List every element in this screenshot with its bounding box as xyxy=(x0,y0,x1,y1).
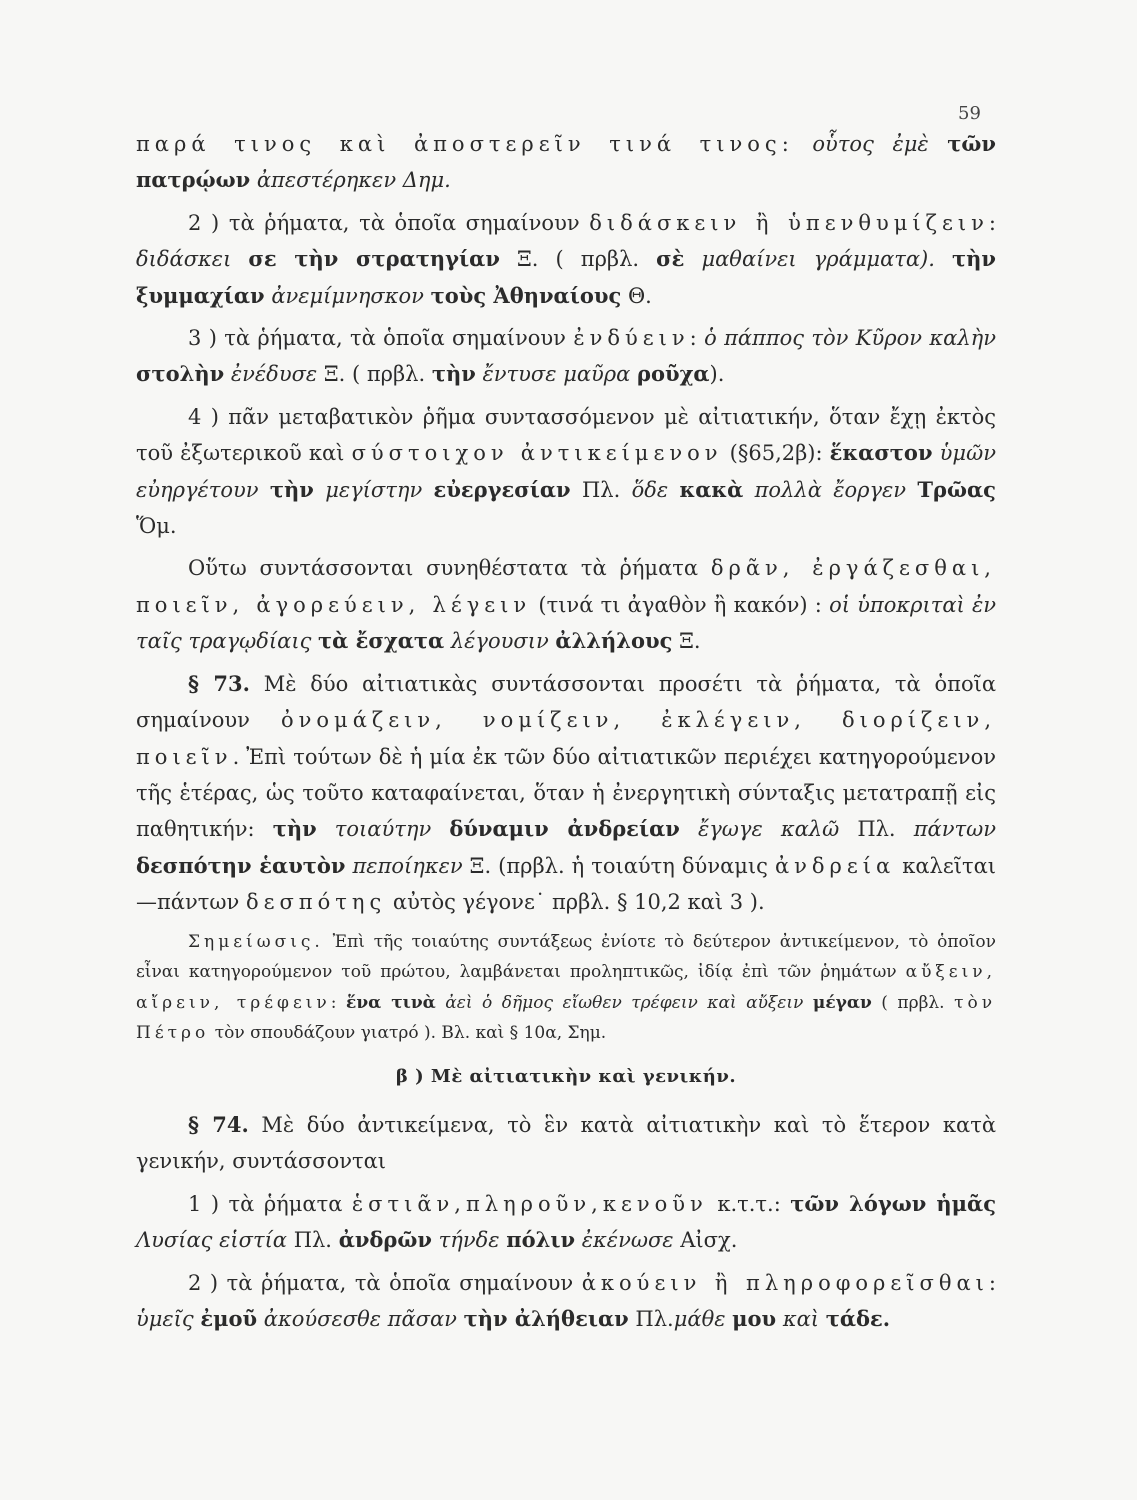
bold-span: κακὰ xyxy=(679,476,744,502)
text-span: τὸν σπουδάζουν γιατρό ). Βλ. καὶ § 10α, Σημ. xyxy=(214,1023,607,1044)
bold-span: τοὺς Ἀθηναίους xyxy=(430,282,622,308)
example-span: οὗτος ἐμὲ xyxy=(812,132,929,156)
text-span: Πλ. xyxy=(635,1306,674,1331)
paragraph-74-item-1 xyxy=(136,1186,996,1259)
text-span: καλεῖται—πάντων xyxy=(136,853,996,915)
spaced-span: σύστοιχον ἀντικείμενον xyxy=(351,441,723,466)
example-span: ἔγωγε καλῶ xyxy=(697,817,840,842)
bold-span: εὐεργεσίαν xyxy=(433,476,571,502)
example-span: τοιαύτην xyxy=(334,817,432,842)
paragraph-continuation xyxy=(136,126,996,199)
bold-span: ἀλλήλους xyxy=(555,628,673,654)
bold-span: μου xyxy=(732,1305,777,1331)
text-span: 4 ) πᾶν μεταβατικὸν ῥῆμα συντασσόμενον μὲ αἰτιατικήν, ὅταν ἔχῃ ἐκτὸς τοῦ ἐξωτερικοῦ καὶ xyxy=(136,404,996,466)
text-span: ). xyxy=(709,362,725,387)
example-span: τήνδε xyxy=(438,1228,500,1253)
section-74 xyxy=(136,1107,996,1180)
bold-span: Τρῶας xyxy=(917,476,996,502)
text-span: (τινά τι ἀγαθὸν ἢ κακόν) : xyxy=(538,592,822,617)
example-span: μαθαίνει γράμματα). xyxy=(701,247,935,272)
paragraph-outw xyxy=(136,550,996,659)
spaced-span: αὔξειν, αἴρειν, τρέφειν xyxy=(136,962,996,1013)
text-span: 3 ) τὰ ῥήματα, τὰ ὁποῖα σημαίνουν xyxy=(188,326,566,351)
text-span: Πλ. xyxy=(293,1228,332,1253)
text-span: Ὅμ. xyxy=(136,514,177,539)
bold-span: ἕνα τινὰ xyxy=(346,992,436,1013)
bold-span: ἕκαστον xyxy=(829,440,933,466)
bold-span: πόλιν xyxy=(506,1227,576,1253)
subheading: β ) Μὲ αἰτιατικὴν καὶ γενικήν. xyxy=(395,1065,737,1087)
spaced-span: δρᾶν, ἐργάζεσθαι, ποιεῖν, ἀγορεύειν, λέγειν xyxy=(136,556,996,617)
bold-span: δεσπότην ἑαυτὸν xyxy=(136,852,346,878)
bold-span: δύναμιν ἀνδρείαν xyxy=(449,816,680,842)
text-span: Ξ. (πρβλ. ἡ τοιαύτη δύναμις xyxy=(469,853,768,878)
bold-span: ροῦχα xyxy=(637,361,710,387)
page-number: 59 xyxy=(958,103,981,124)
example-span: Λυσίας εἱστία xyxy=(136,1228,287,1253)
bold-span: τὴν xyxy=(269,476,314,502)
bold-span: τὴν ξυμμαχίαν xyxy=(136,246,996,308)
section-73 xyxy=(136,666,996,921)
example-span: πάντων xyxy=(913,817,996,842)
example-span: ἀκούσεσθε πᾶσαν xyxy=(263,1306,457,1331)
text-span: ( πρβλ. xyxy=(881,992,945,1013)
bold-span: τῶν πατρῴων xyxy=(136,131,996,193)
spaced-span: ὀνομάζειν, νομίζειν, ἐκλέγειν, διορίζειν, ποιεῖν xyxy=(136,708,996,769)
example-span: ἔντυσε μαῦρα xyxy=(482,362,631,387)
text-span: Μὲ δύο ἀντικείμενα, τὸ ἓν κατὰ αἰτιατικὴν καὶ τὸ ἕτερον κατὰ γενικήν, συντάσσονται xyxy=(136,1112,996,1174)
spaced-span: διδάσκειν ἢ ὑπενθυμίζειν xyxy=(589,210,989,235)
example-span: καὶ xyxy=(782,1306,819,1331)
bold-span: στολὴν xyxy=(136,361,225,387)
text-span: αὐτὸς γέγονε˙ πρβλ. § 10,2 καὶ 3 ). xyxy=(392,890,765,915)
text-span: : xyxy=(988,210,996,235)
example-span: ἀεὶ ὁ δῆμος εἴωθεν τρέφειν καὶ αὔξειν xyxy=(445,992,804,1013)
example-span: ὅδε xyxy=(631,477,669,502)
note-label: Σημείωσις. xyxy=(188,931,324,952)
bold-span: μέγαν xyxy=(812,992,872,1013)
example-span: ἐνέδυσε xyxy=(230,362,318,387)
spaced-span: ἀνδρεία xyxy=(774,853,896,878)
bold-span: τὴν xyxy=(272,816,317,842)
text-span: 1 ) τὰ ῥήματα xyxy=(188,1191,343,1216)
text-span: παρά τινος καὶ ἀποστερεῖν τινά τινος: xyxy=(136,132,794,156)
example-span: ὑμεῖς xyxy=(136,1306,194,1331)
text-span: Ξ. xyxy=(679,629,701,654)
bold-span: ἀνδρῶν xyxy=(338,1227,432,1253)
spaced-span: τὸν Πέτρο xyxy=(136,992,997,1044)
text-span: : xyxy=(689,326,697,351)
example-span: ἀνεμίμνησκον xyxy=(271,283,424,308)
text-span: : xyxy=(330,992,337,1013)
paragraph-item-4 xyxy=(136,399,996,545)
example-span: ὁ πάππος τὸν Κῦρον καλὴν xyxy=(704,326,996,351)
section-number: § 73. xyxy=(188,670,250,696)
text-span: 2 ) τὰ ῥήματα, τὰ ὁποῖα σημαίνουν xyxy=(188,210,580,235)
spaced-span: ἀκούειν ἢ πληροφορεῖσθαι xyxy=(581,1270,989,1295)
spaced-span: δεσπότης xyxy=(245,890,387,915)
text-span: Θ. xyxy=(627,283,652,308)
example-span: ἐκένωσε xyxy=(581,1228,674,1253)
bold-span: τὰ ἔσχατα xyxy=(318,628,445,654)
example-span: μεγίστην xyxy=(325,477,423,502)
example-span: πολλὰ ἔοργεν xyxy=(754,477,907,502)
example-span: μάθε xyxy=(673,1306,726,1331)
section-number: § 74. xyxy=(188,1111,249,1137)
text-span: : xyxy=(988,1270,996,1295)
bold-span: τῶν λόγων ἡμᾶς xyxy=(790,1190,996,1216)
bold-span: τὴν ἀλήθειαν xyxy=(463,1305,629,1331)
text-span: Αἰσχ. xyxy=(680,1228,738,1253)
text-span: Πλ. xyxy=(857,817,896,842)
bold-span: σε τὴν στρατηγίαν xyxy=(248,246,500,272)
bold-span: τὴν xyxy=(431,361,476,387)
text-span: . Ἐπὶ τούτων δὲ ἡ μία ἐκ τῶν δύο αἰτιατικῶν περιέχει κατηγορούμενον τῆς ἑτέρας, ὡς τοῦτο καταφαίνεται, ὅταν ἡ ἐνεργητικὴ σύνταξις μετατραπῇ εἰς παθητικήν: xyxy=(136,744,996,842)
text-span: Ξ. ( πρβλ. xyxy=(517,247,640,272)
text-span: Οὕτω συντάσσονται συνηθέστατα τὰ ῥήματα xyxy=(188,556,699,581)
spaced-span: ἐνδύειν xyxy=(573,326,690,351)
text-span: Μὲ δύο αἰτιατικὰς συντάσσονται προσέτι τὰ ῥήματα, τὰ ὁποῖα σημαίνουν xyxy=(136,671,996,733)
example-span: λέγουσιν xyxy=(450,629,549,654)
bold-span: ἐμοῦ xyxy=(200,1305,258,1331)
bold-span: σὲ xyxy=(656,246,685,272)
text-span: Ξ. ( πρβλ. xyxy=(323,362,426,387)
spaced-span: ἑστιᾶν,πληροῦν,κενοῦν xyxy=(351,1191,708,1216)
paragraph-item-2 xyxy=(136,205,996,314)
page-body xyxy=(136,126,996,1343)
example-span: διδάσκει xyxy=(136,247,232,272)
example-span: οἱ ὑποκριταὶ ἐν ταῖς τραγῳδίαις xyxy=(136,592,996,654)
bold-span: τάδε. xyxy=(825,1305,891,1331)
text-span: Ἐπὶ τῆς τοιαύτης συντάξεως ἐνίοτε τὸ δεύτερον ἀντικείμενον, τὸ ὁποῖον εἶναι κατηγορούμενον τοῦ πρώτου, λαμβάνεται προληπτικῶς, ἰδίᾳ ἐπὶ τῶν ῥημάτων xyxy=(136,931,996,983)
text-span: κ.τ.τ.: xyxy=(717,1191,781,1216)
paragraph-74-item-2 xyxy=(136,1265,996,1338)
text-span: (§65,2β): xyxy=(729,441,823,466)
text-span: 2 ) τὰ ῥήματα, τὰ ὁποῖα σημαίνουν xyxy=(188,1270,574,1295)
example-span: ὑμῶν εὐηργέτουν xyxy=(136,441,996,502)
example-span: ἀπεστέρηκεν Δημ. xyxy=(256,168,451,193)
text-span: Πλ. xyxy=(581,477,621,502)
note-paragraph xyxy=(136,927,996,1049)
paragraph-item-3 xyxy=(136,320,996,393)
example-span: πεποίηκεν xyxy=(352,853,463,878)
